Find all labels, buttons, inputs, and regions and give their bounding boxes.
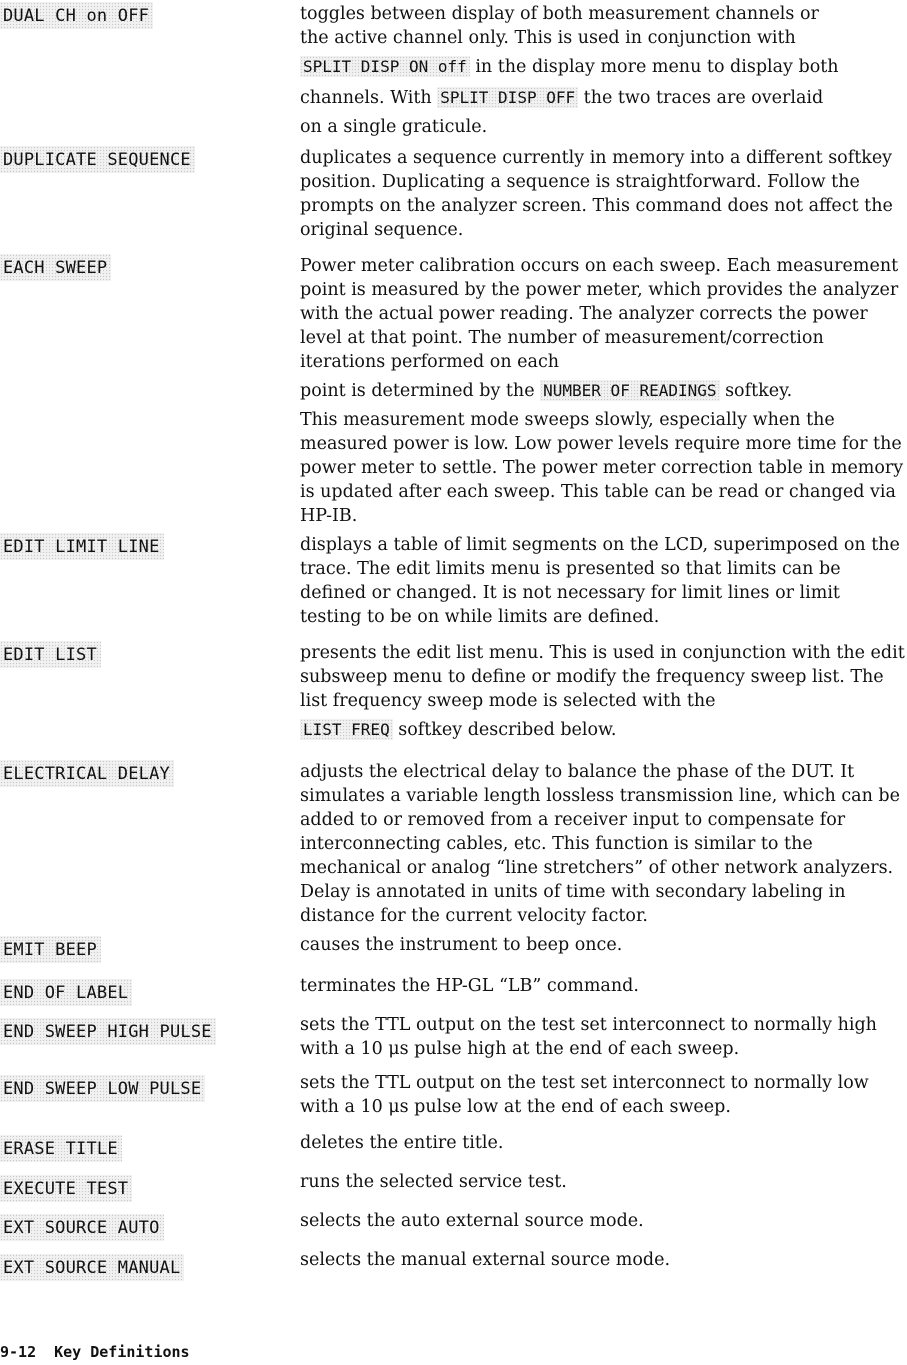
desc-line: on a single graticule. xyxy=(300,117,488,137)
softkey-edit-limit-line: EDIT LIMIT LINE xyxy=(0,533,164,560)
description xyxy=(300,1071,906,1119)
softkey-ext-source-auto: EXT SOURCE AUTO xyxy=(0,1214,164,1241)
description xyxy=(300,1170,906,1194)
desc-text: causes the instrument to beep once. xyxy=(300,935,623,955)
desc-text: sets the TTL output on the test set interconnect to normally low with a 10 μs pulse low at the end of each sweep. xyxy=(300,1073,869,1117)
inline-softkey-split-disp-off: SPLIT DISP OFF xyxy=(437,87,578,108)
softkey-edit-list: EDIT LIST xyxy=(0,641,101,668)
softkey-emit-beep: EMIT BEEP xyxy=(0,936,101,963)
softkey-dual-ch-on-off: DUAL CH on OFF xyxy=(0,2,153,29)
description xyxy=(300,2,906,139)
desc-text: selects the manual external source mode. xyxy=(300,1250,671,1270)
desc-line: the active channel only. This is used in conjunction with xyxy=(300,28,796,48)
description xyxy=(300,1209,906,1233)
description xyxy=(300,533,906,629)
softkey-end-sweep-low-pulse: END SWEEP LOW PULSE xyxy=(0,1075,205,1102)
description xyxy=(300,1013,906,1061)
description xyxy=(300,974,906,998)
softkey-end-sweep-high-pulse: END SWEEP HIGH PULSE xyxy=(0,1018,216,1045)
desc-text: channels. With xyxy=(300,88,438,108)
desc-line xyxy=(300,50,906,84)
description xyxy=(300,641,906,747)
desc-text: sets the TTL output on the test set interconnect to normally high with a 10 μs pulse high at the end of each sweep. xyxy=(300,1015,877,1059)
description xyxy=(300,1248,906,1272)
page-footer xyxy=(0,1343,190,1361)
desc-text: selects the auto external source mode. xyxy=(300,1211,644,1231)
desc-text: deletes the entire title. xyxy=(300,1133,504,1153)
desc-text: point is determined by the xyxy=(300,381,541,401)
description xyxy=(300,1131,906,1155)
desc-text: This measurement mode sweeps slowly, especially when the measured power is low. Low power levels require more time for the power meter to settle. The power meter correction table in memory is updated after each sweep. This table can be read or changed via HP-IB. xyxy=(300,410,904,526)
description xyxy=(300,146,906,242)
description xyxy=(300,933,906,957)
desc-text: runs the selected service test. xyxy=(300,1172,567,1192)
softkey-duplicate-sequence: DUPLICATE SEQUENCE xyxy=(0,146,195,173)
inline-softkey-split-disp-on-off: SPLIT DISP ON off xyxy=(300,56,470,77)
desc-line: toggles between display of both measurement channels or xyxy=(300,4,819,24)
inline-softkey-list-freq: LIST FREQ xyxy=(300,719,393,740)
page-number: 9-12 xyxy=(0,1343,37,1361)
section-title: Key Definitions xyxy=(54,1343,190,1361)
desc-line xyxy=(300,713,906,747)
desc-text: adjusts the electrical delay to balance the phase of the DUT. It simulates a variable length lossless transmission line, which can be added to or removed from a receiver input to compensate for interconnecting cables, etc. This function is similar to the mechanical or analog “line stretchers” of other network analyzers. Delay is annotated in units of time with secondary labeling in distance for the current velocity factor. xyxy=(300,762,900,926)
softkey-erase-title: ERASE TITLE xyxy=(0,1135,122,1162)
softkey-each-sweep: EACH SWEEP xyxy=(0,254,111,281)
desc-line xyxy=(300,374,906,408)
softkey-end-of-label: END OF LABEL xyxy=(0,979,132,1006)
softkey-execute-test: EXECUTE TEST xyxy=(0,1175,132,1202)
desc-text: Power meter calibration occurs on each sweep. Each measurement point is measured by the power meter, which provides the analyzer with the actual power reading. The analyzer corrects the power level at that point. The number of measurement/correction iterations performed on each xyxy=(300,256,899,372)
inline-softkey-number-of-readings: NUMBER OF READINGS xyxy=(540,380,719,401)
desc-text: presents the edit list menu. This is used in conjunction with the edit subsweep menu to define or modify the frequency sweep list. The list frequency sweep mode is selected with the xyxy=(300,643,905,711)
desc-text: displays a table of limit segments on the LCD, superimposed on the trace. The edit limits menu is presented so that limits can be defined or changed. It is not necessary for limit lines or limit testing to be on while limits are defined. xyxy=(300,535,900,627)
desc-text: softkey described below. xyxy=(392,720,617,740)
description xyxy=(300,254,906,528)
desc-text: terminates the HP-GL “LB” command. xyxy=(300,976,639,996)
softkey-electrical-delay: ELECTRICAL DELAY xyxy=(0,760,174,787)
description xyxy=(300,760,906,928)
softkey-ext-source-manual: EXT SOURCE MANUAL xyxy=(0,1254,184,1281)
desc-line xyxy=(300,81,906,115)
desc-text: softkey. xyxy=(719,381,793,401)
desc-text: in the display more menu to display both xyxy=(469,57,839,77)
desc-text: duplicates a sequence currently in memory into a different softkey position. Duplicating a sequence is straightforward. Follow the prompts on the analyzer screen. This command does not affect the original sequence. xyxy=(300,148,893,240)
desc-text: the two traces are overlaid xyxy=(578,88,824,108)
